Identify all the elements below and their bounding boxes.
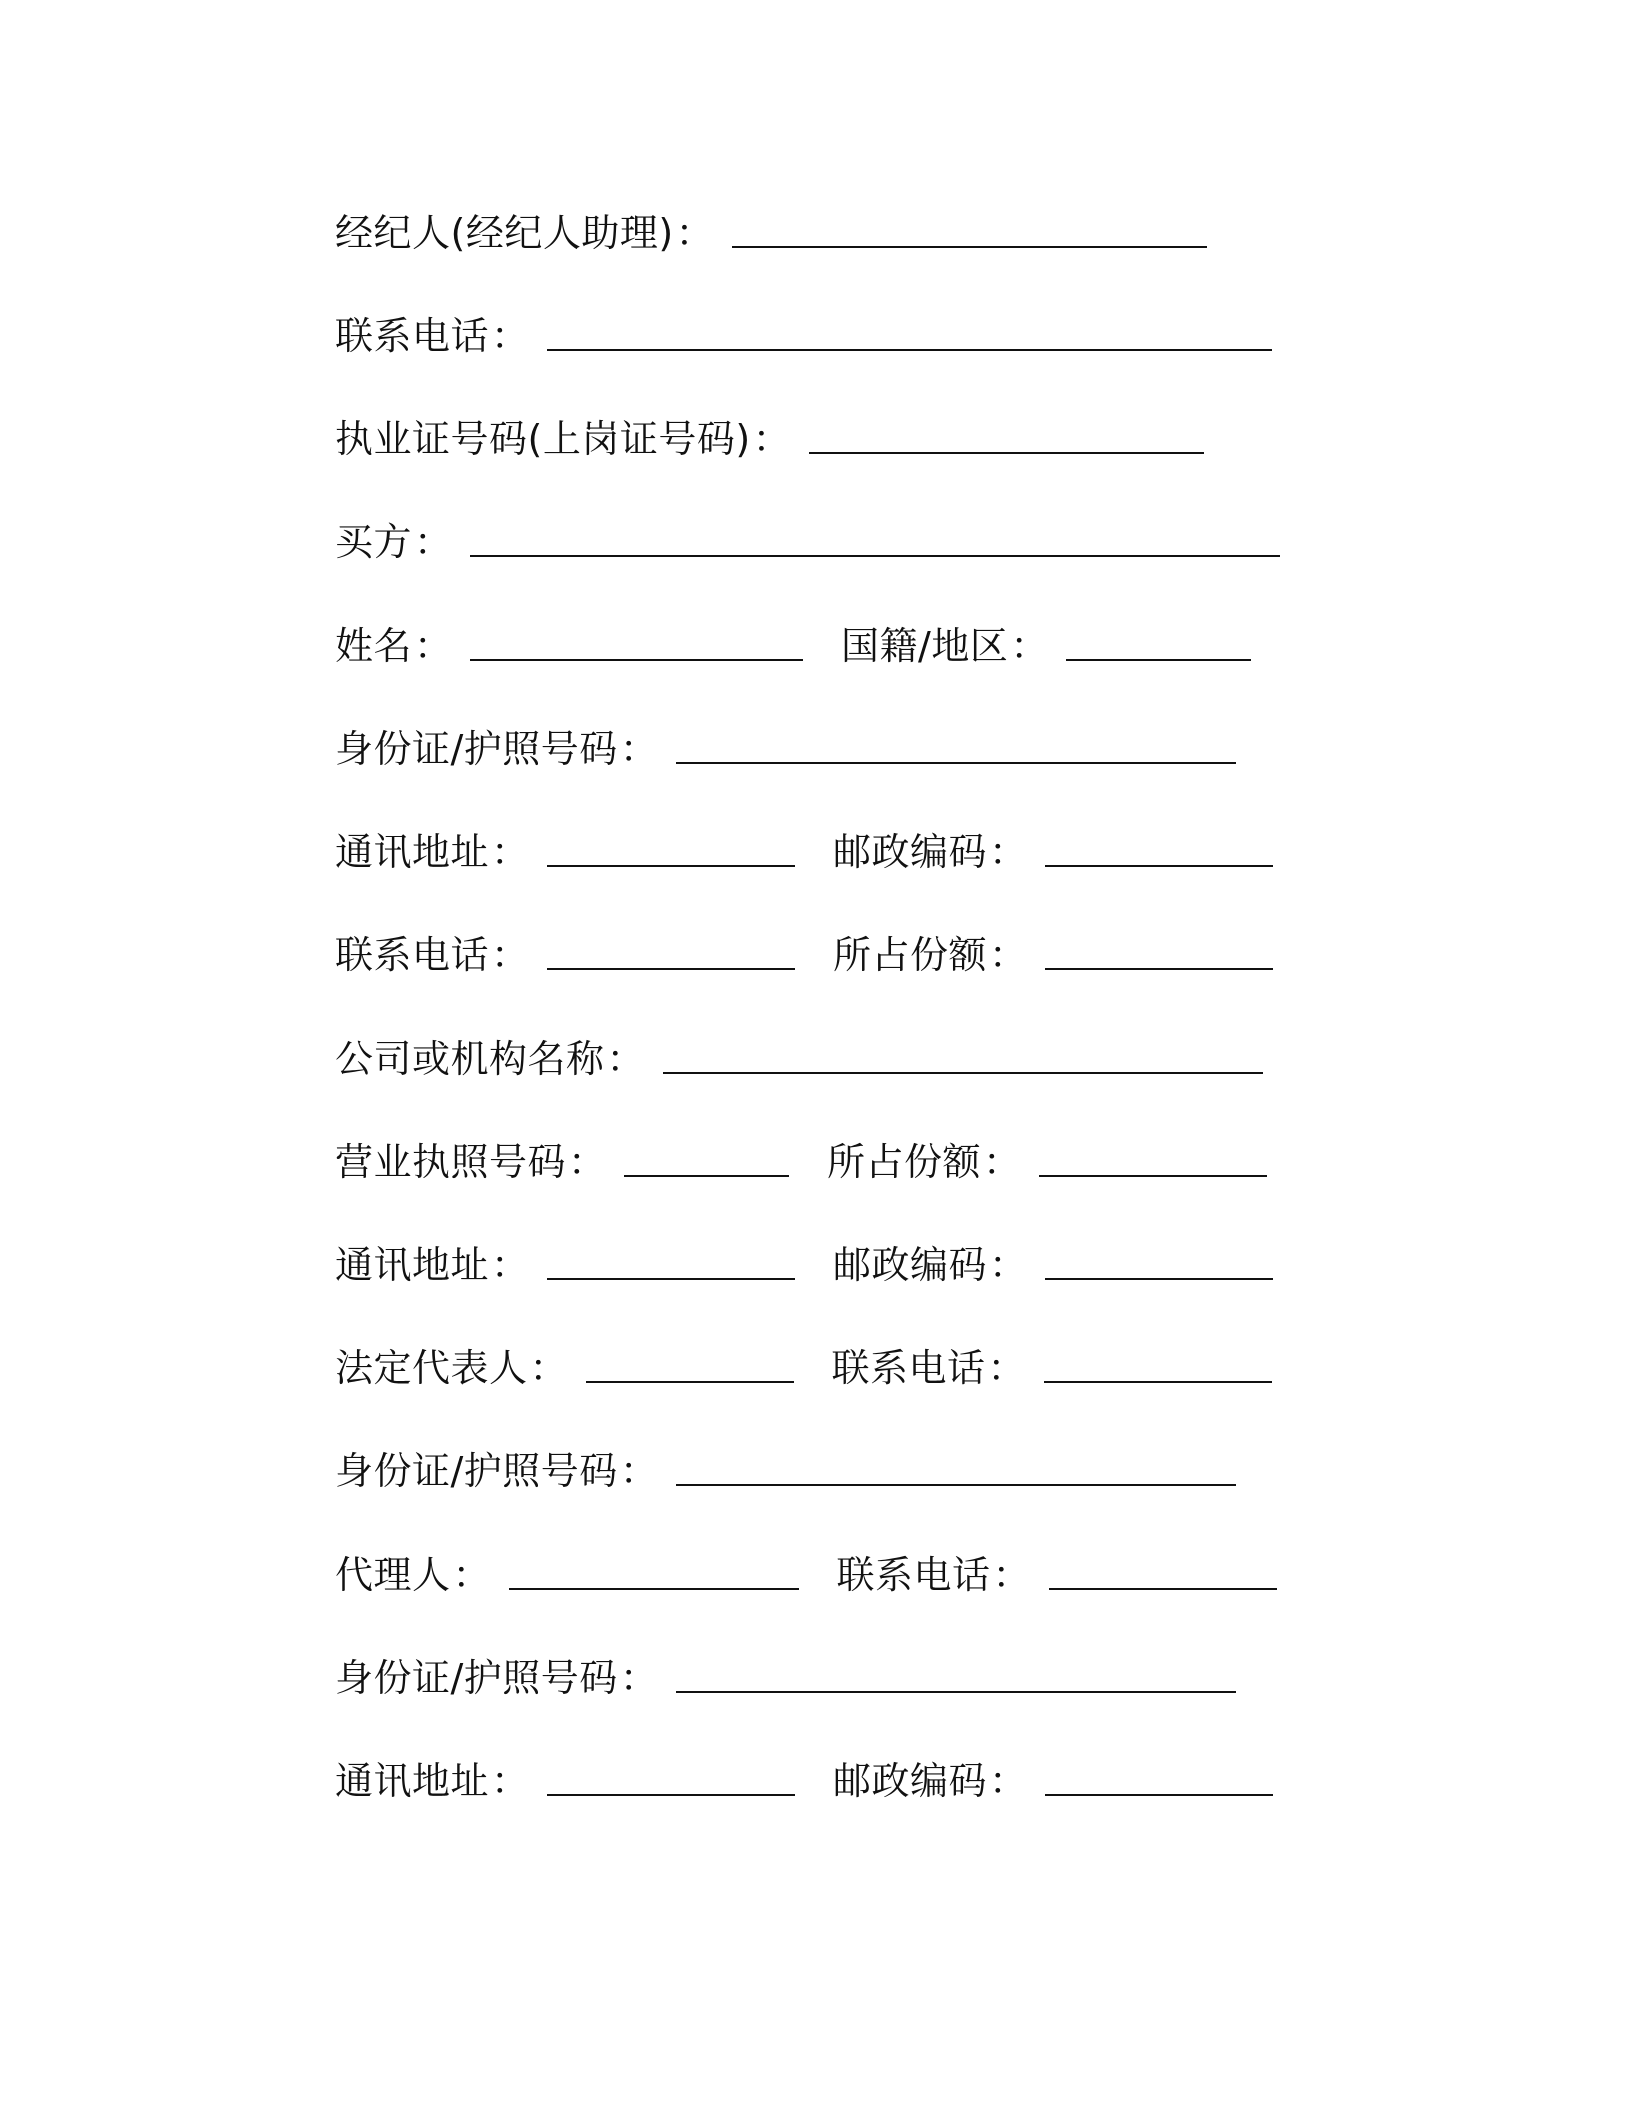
broker-phone-blank[interactable] — [547, 349, 1272, 351]
address-row-2 — [335, 1224, 1273, 1287]
biz-license-colon: ： — [568, 1140, 607, 1184]
agent-phone-colon: ： — [992, 1553, 1031, 1597]
address-blank-3[interactable] — [547, 1794, 795, 1796]
id-blank-3[interactable] — [676, 1691, 1236, 1693]
address-blank-2[interactable] — [547, 1278, 795, 1280]
agent-colon: ： — [452, 1553, 491, 1597]
nationality-field — [841, 624, 1251, 668]
postal-field-3 — [833, 1759, 1273, 1803]
nationality-colon: ： — [1010, 624, 1049, 668]
phone-share-row — [335, 914, 1273, 977]
share-label-2: 所占份额 — [827, 1140, 982, 1184]
legal-rep-label: 法定代表人 — [335, 1346, 528, 1390]
id-field-2 — [335, 1449, 1236, 1493]
address-field-2 — [335, 1243, 795, 1287]
broker-phone-colon: ： — [491, 314, 530, 358]
legal-rep-phone-field — [831, 1346, 1272, 1390]
company-row — [335, 1018, 1263, 1081]
postal-colon-2: ： — [989, 1243, 1028, 1287]
license-label: 执业证号码(上岗证号码) — [335, 417, 751, 461]
address-row-1 — [335, 811, 1273, 874]
agent-label: 代理人 — [335, 1553, 451, 1597]
buyer-row — [335, 501, 1280, 564]
broker-field — [335, 211, 1207, 255]
name-label: 姓名 — [335, 624, 413, 668]
broker-phone-label: 联系电话 — [335, 314, 490, 358]
postal-blank-2[interactable] — [1045, 1278, 1273, 1280]
buyer-field — [335, 520, 1280, 564]
address-field-3 — [335, 1759, 795, 1803]
address-label-3: 通讯地址 — [335, 1759, 490, 1803]
biz-license-label: 营业执照号码 — [335, 1140, 567, 1184]
share-colon-1: ： — [989, 933, 1028, 977]
postal-colon-1: ： — [989, 830, 1028, 874]
postal-field-1 — [833, 830, 1273, 874]
id-label-2: 身份证/护照号码 — [335, 1449, 618, 1493]
broker-phone-field — [335, 314, 1272, 358]
broker-blank[interactable] — [732, 246, 1207, 248]
postal-label-1: 邮政编码 — [833, 830, 988, 874]
address-colon-3: ： — [491, 1759, 530, 1803]
phone-label-2: 联系电话 — [335, 933, 490, 977]
share-field-1 — [833, 933, 1273, 977]
id-field-3 — [335, 1656, 1236, 1700]
license-colon: ： — [752, 417, 791, 461]
postal-blank-3[interactable] — [1045, 1794, 1273, 1796]
legal-rep-phone-colon: ： — [987, 1346, 1026, 1390]
name-colon: ： — [414, 624, 453, 668]
postal-label-3: 邮政编码 — [833, 1759, 988, 1803]
phone-colon-2: ： — [491, 933, 530, 977]
broker-label: 经纪人(经纪人助理) — [335, 211, 674, 255]
postal-blank-1[interactable] — [1045, 865, 1273, 867]
legal-rep-phone-label: 联系电话 — [831, 1346, 986, 1390]
address-row-3 — [335, 1740, 1273, 1803]
broker-row — [335, 192, 1207, 255]
buyer-blank[interactable] — [470, 555, 1280, 557]
buyer-label: 买方 — [335, 520, 413, 564]
id-blank-2[interactable] — [676, 1484, 1236, 1486]
legal-rep-row — [335, 1327, 1272, 1390]
id-label-3: 身份证/护照号码 — [335, 1656, 618, 1700]
biz-license-blank[interactable] — [624, 1175, 789, 1177]
address-blank-1[interactable] — [547, 865, 795, 867]
agent-row — [335, 1534, 1277, 1597]
address-field-1 — [335, 830, 795, 874]
phone-field-2 — [335, 933, 795, 977]
share-blank-2[interactable] — [1039, 1175, 1267, 1177]
nationality-label: 国籍/地区 — [841, 624, 1009, 668]
id-colon-3: ： — [619, 1656, 658, 1700]
name-field — [335, 624, 803, 668]
broker-phone-row — [335, 295, 1272, 358]
id-row-3 — [335, 1637, 1236, 1700]
license-blank[interactable] — [809, 452, 1204, 454]
address-label-1: 通讯地址 — [335, 830, 490, 874]
id-colon-1: ： — [619, 727, 658, 771]
name-blank[interactable] — [470, 659, 803, 661]
postal-colon-3: ： — [989, 1759, 1028, 1803]
id-row-2 — [335, 1430, 1236, 1493]
agent-field — [335, 1553, 799, 1597]
broker-colon: ： — [675, 211, 714, 255]
nationality-blank[interactable] — [1066, 659, 1251, 661]
id-row-1 — [335, 708, 1236, 771]
agent-phone-field — [836, 1553, 1277, 1597]
license-field — [335, 417, 1204, 461]
address-label-2: 通讯地址 — [335, 1243, 490, 1287]
company-colon: ： — [606, 1037, 645, 1081]
company-field — [335, 1037, 1263, 1081]
legal-rep-phone-blank[interactable] — [1044, 1381, 1272, 1383]
license-share-row — [335, 1121, 1267, 1184]
license-row — [335, 398, 1204, 461]
share-field-2 — [827, 1140, 1267, 1184]
id-colon-2: ： — [619, 1449, 658, 1493]
biz-license-field — [335, 1140, 789, 1184]
company-label: 公司或机构名称 — [335, 1037, 605, 1081]
buyer-colon: ： — [414, 520, 453, 564]
id-label-1: 身份证/护照号码 — [335, 727, 618, 771]
legal-rep-colon: ： — [529, 1346, 568, 1390]
agent-blank[interactable] — [509, 1588, 799, 1590]
legal-rep-field — [335, 1346, 794, 1390]
agent-phone-blank[interactable] — [1049, 1588, 1277, 1590]
id-blank-1[interactable] — [676, 762, 1236, 764]
address-colon-2: ： — [491, 1243, 530, 1287]
address-colon-1: ： — [491, 830, 530, 874]
name-nationality-row — [335, 605, 1251, 668]
company-blank[interactable] — [663, 1072, 1263, 1074]
share-label-1: 所占份额 — [833, 933, 988, 977]
postal-label-2: 邮政编码 — [833, 1243, 988, 1287]
share-blank-1[interactable] — [1045, 968, 1273, 970]
share-colon-2: ： — [983, 1140, 1022, 1184]
id-field-1 — [335, 727, 1236, 771]
postal-field-2 — [833, 1243, 1273, 1287]
phone-blank-2[interactable] — [547, 968, 795, 970]
agent-phone-label: 联系电话 — [836, 1553, 991, 1597]
legal-rep-blank[interactable] — [586, 1381, 794, 1383]
